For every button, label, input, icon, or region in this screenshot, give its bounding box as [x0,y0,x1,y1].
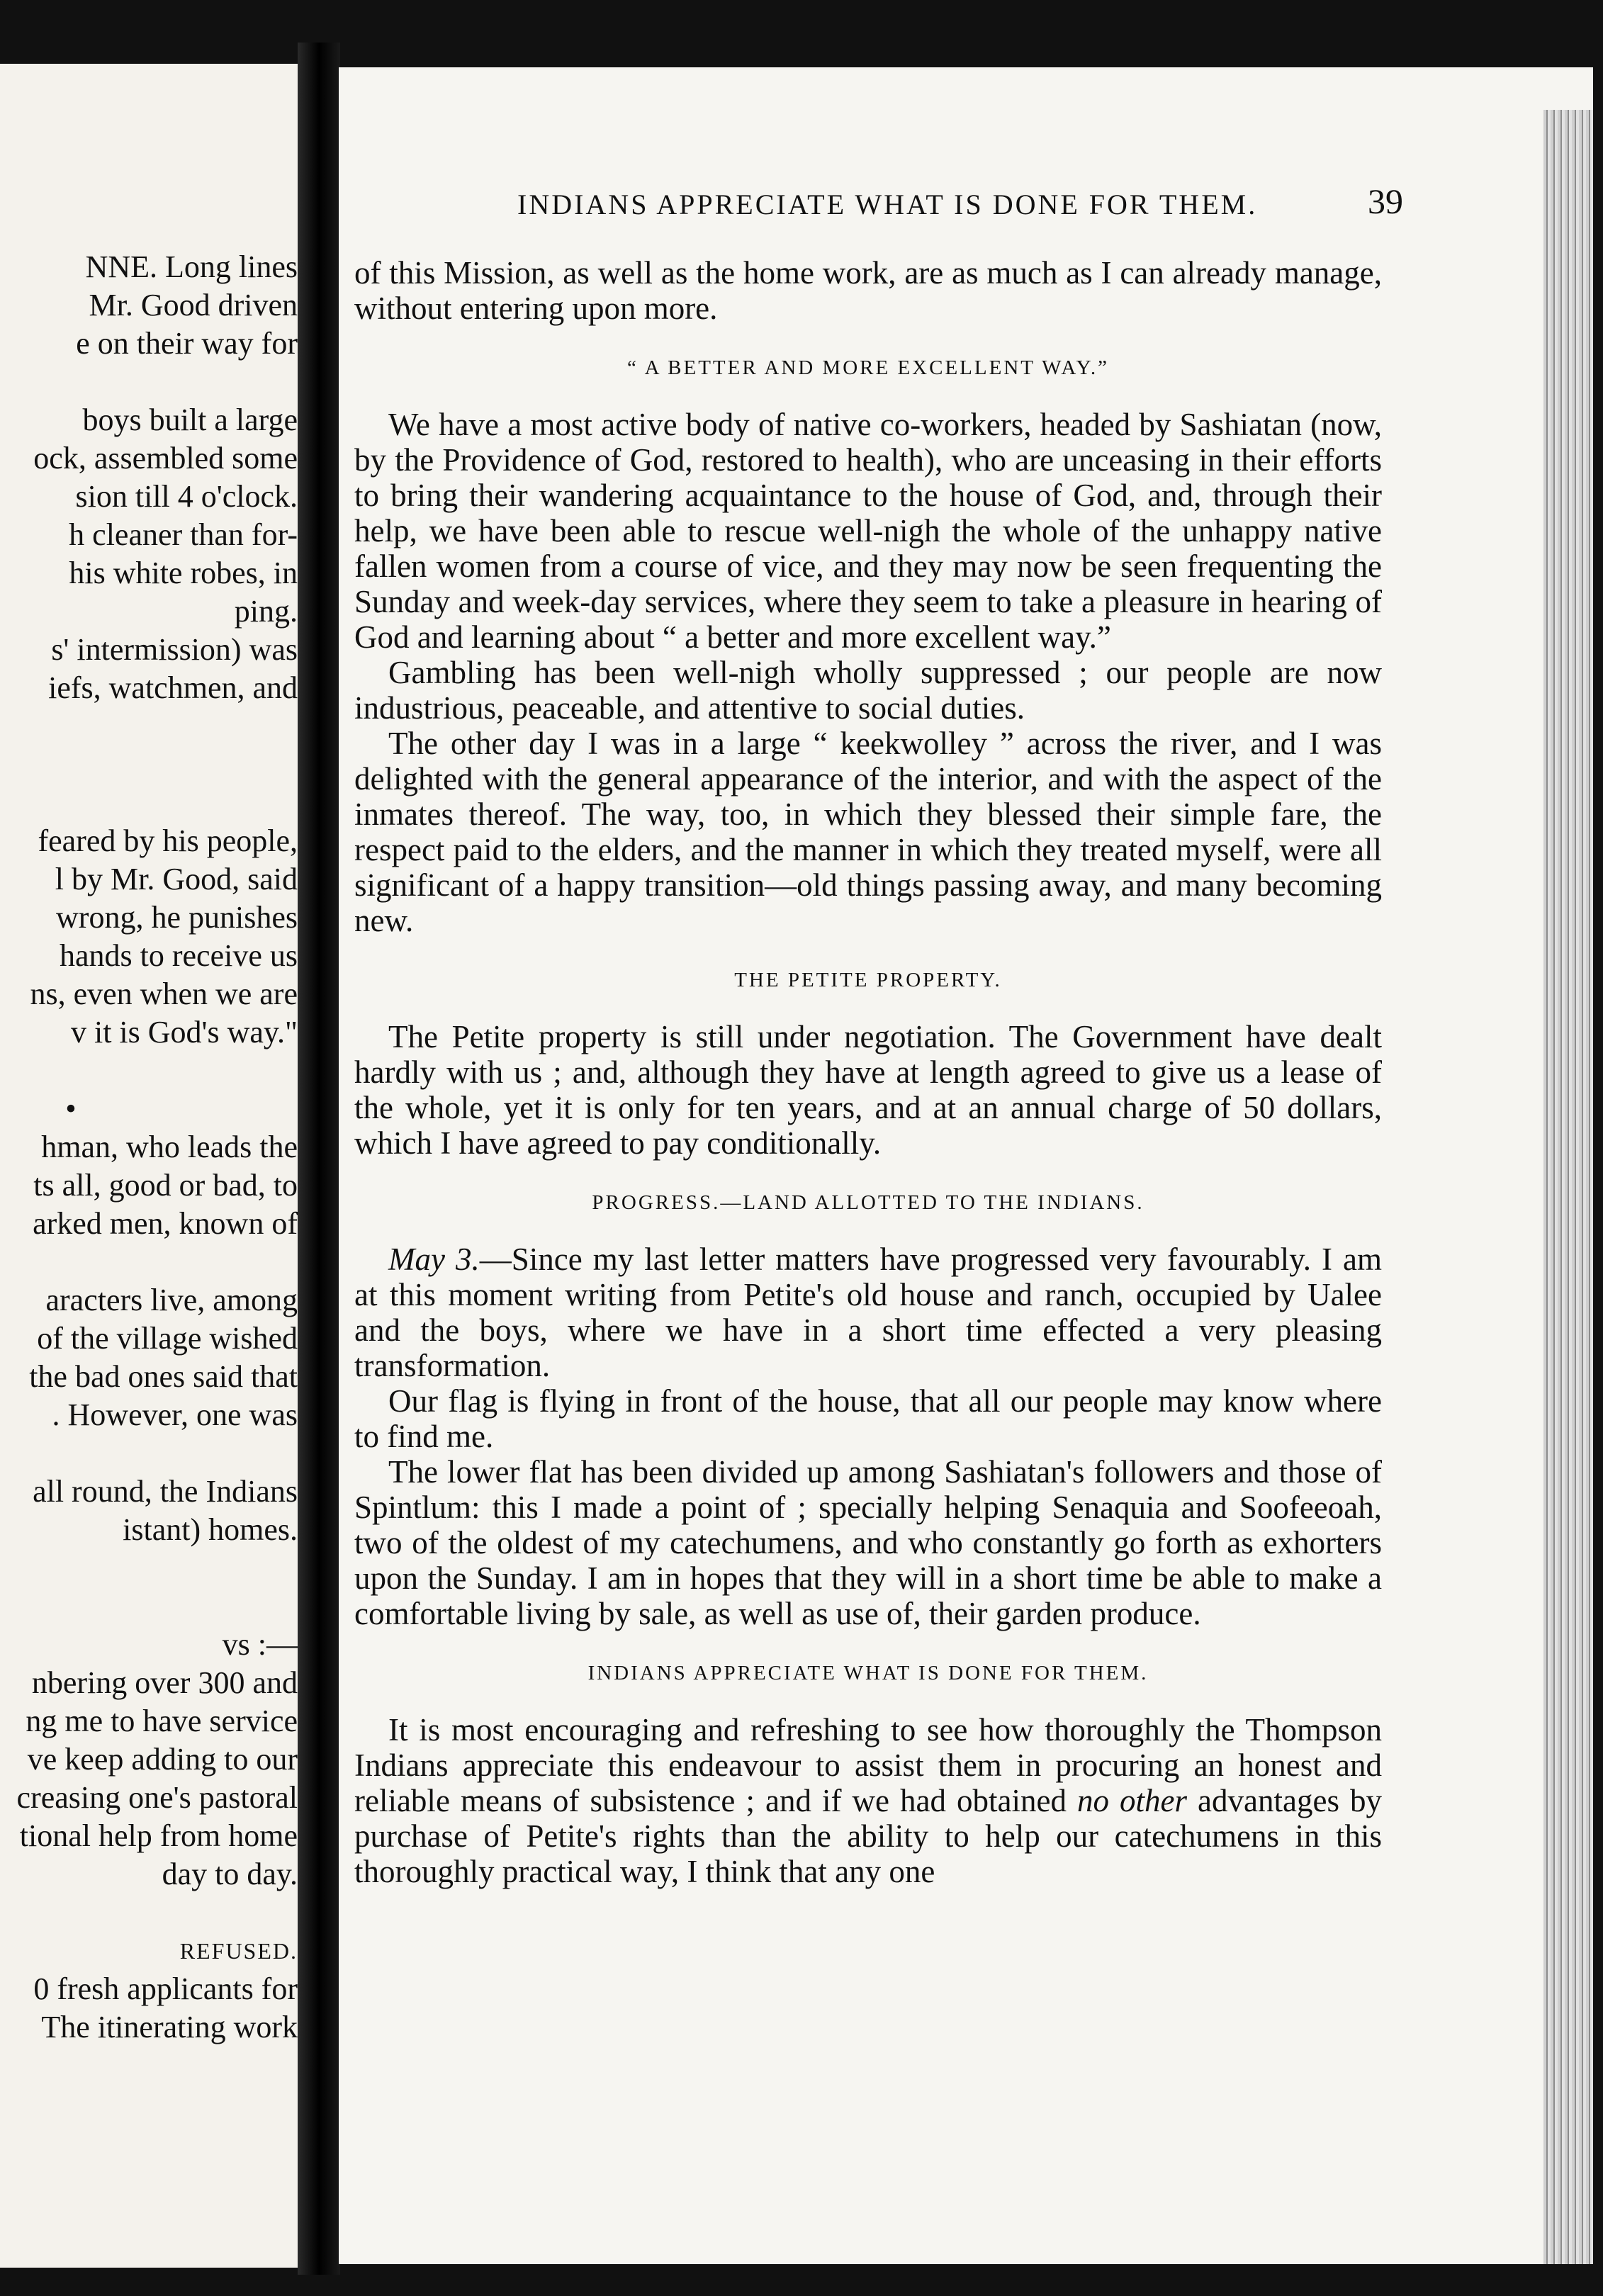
facing-page-line [0,745,298,784]
facing-page-line: v it is God's way." [70,1015,298,1049]
paragraph-appreciate [354,1712,1382,1889]
page [339,67,1593,2264]
section-heading-appreciate: INDIANS APPRECIATE WHAT IS DONE FOR THEM. [587,1662,1149,1684]
appreciate-text-b: advantages by purchase of Petite's rights than the ability to help our catechumens in this thoroughly practical way, I think that any one [354,1783,1382,1889]
facing-page-line [0,1243,298,1281]
facing-page [0,64,298,2268]
facing-page-line [0,1587,298,1626]
facing-page-line [0,1549,298,1587]
facing-page-line: boys built a large [82,403,298,437]
facing-page-line [0,1434,298,1473]
facing-page-line [0,1893,298,1932]
facing-page-line: e on their way for [76,326,298,361]
paragraph-flag: Our flag is flying in front of the house, that all our people may know where to find me. [354,1383,1382,1454]
facing-page-line: his white robes, in [69,556,298,590]
running-head [354,181,1403,230]
body-text [354,255,1382,1889]
facing-page-line: day to day. [162,1857,298,1891]
facing-page-line: l by Mr. Good, said [55,862,298,896]
page-edges [1543,110,1593,2264]
paragraph-keekwolley: The other day I was in a large “ keekwolley ” across the river, and I was delighted with the general appearance of the interior, and with the aspect of the inmates thereof. The way, too, in which they blessed their simple fare, the respect paid to the elders, and the manner in which they treated myself, were all significant of a happy transition—old things passing away, and many becoming new. [354,726,1382,938]
facing-page-line: iefs, watchmen, and [48,670,298,705]
facing-page-line: The itinerating work [41,2010,298,2044]
facing-page-line [0,784,298,822]
paragraph-gambling: Gambling has been well-nigh wholly suppressed ; our people are now industrious, peaceable, and attentive to social duties. [354,655,1382,726]
facing-page-line: ping. [234,594,298,629]
facing-page-line: • [65,1091,77,1126]
facing-page-line: NNE. Long lines [85,249,298,284]
facing-page-line: tional help from home [19,1818,298,1853]
facing-page-line [0,707,298,745]
facing-page-line: s' intermission) was [51,632,298,667]
paragraph-may-3 [354,1242,1382,1383]
facing-page-line: ng me to have service [26,1704,298,1738]
paragraph-lower-flat: The lower flat has been divided up among Sashiatan's followers and those of Spintlum: this I made a point of ; specially helping Senaquia and Soofeeoah, two of the oldest of my catechumens, and who constantly go forth as exhorters upon the Sunday. I am in hopes that they will in a short time be able to make a comfortable living by sale, as well as use of, their garden produce. [354,1454,1382,1631]
running-title: INDIANS APPRECIATE WHAT IS DONE FOR THEM. [517,188,1258,220]
facing-page-line [0,1052,298,1090]
facing-page-line: REFUSED. [179,1938,298,1964]
appreciate-italic: no other [1076,1783,1188,1818]
facing-page-line: istant) homes. [123,1512,298,1547]
appreciate-text-a: It is most encouraging and refreshing to see how thoroughly the Thompson Indians appreciate this endeavour to assist them in procuring an honest and reliable means of subsistence ; and if we had obtained [354,1712,1382,1818]
facing-page-line: nbering over 300 and [31,1665,298,1700]
facing-page-line: Mr. Good driven [89,288,298,322]
facing-page-line: all round, the Indians [33,1474,298,1509]
facing-page-line: sion till 4 o'clock. [75,479,298,514]
facing-page-line: h cleaner than for- [69,517,298,552]
facing-page-line: feared by his people, [38,823,298,858]
facing-page-line: . However, one was [52,1397,298,1432]
facing-page-line: hman, who leads the [41,1130,298,1164]
page-number: 39 [1368,181,1403,221]
may-3-text: —Since my last letter matters have progressed very favourably. I am at this moment writing from Petite's old house and ranch, occupied by Ualee and the boys, where we have in a short time effected a very pleasing transformation. [354,1242,1382,1383]
facing-page-line: hands to receive us [60,938,298,973]
facing-page-line: ts all, good or bad, to [33,1168,298,1203]
book-gutter [298,43,340,2275]
facing-page-line: wrong, he punishes [56,900,298,935]
section-heading-progress: PROGRESS.—LAND ALLOTTED TO THE INDIANS. [592,1191,1144,1214]
section-heading-petite-property: THE PETITE PROPERTY. [734,969,1002,991]
facing-page-line: of the village wished [37,1321,298,1356]
paragraph-continuation: of this Mission, as well as the home work, are as much as I can already manage, without entering upon more. [354,255,1382,326]
date-may-3: May 3. [388,1242,480,1277]
facing-page-line: 0 fresh applicants for [33,1971,298,2006]
facing-page-line: ns, even when we are [30,977,298,1011]
paragraph-petite-property: The Petite property is still under negotiation. The Government have dealt hardly with us ; and, although they have at length agreed to give us a lease of the whole, yet it is only for ten years, and at an annual charge of 50 dollars, which I have agreed to pay conditionally. [354,1019,1382,1161]
facing-page-line: ock, assembled some [33,441,298,475]
facing-page-line [0,363,298,401]
facing-page-line: the bad ones said that [29,1359,298,1394]
facing-page-line: vs :— [222,1627,298,1662]
facing-page-line: arked men, known of [33,1206,298,1241]
facing-page-line: creasing one's pastoral [16,1780,298,1815]
section-heading-better-way: “ A BETTER AND MORE EXCELLENT WAY.” [627,356,1109,379]
paragraph-coworkers: We have a most active body of native co-workers, headed by Sashiatan (now, by the Providence of God, restored to health), who are unceasing in their efforts to bring their wandering acquaintance to the house of God, and, through their help, we have been able to rescue well-nigh the whole of the unhappy native fallen women from a course of vice, and they may now be seen frequenting the Sunday and week-day services, where they seem to take a pleasure in hearing of God and learning about “ a better and more excellent way.” [354,407,1382,655]
facing-page-line: aracters live, among [45,1283,298,1317]
facing-page-line: ve keep adding to our [27,1742,298,1777]
facing-page-column [0,248,298,2047]
